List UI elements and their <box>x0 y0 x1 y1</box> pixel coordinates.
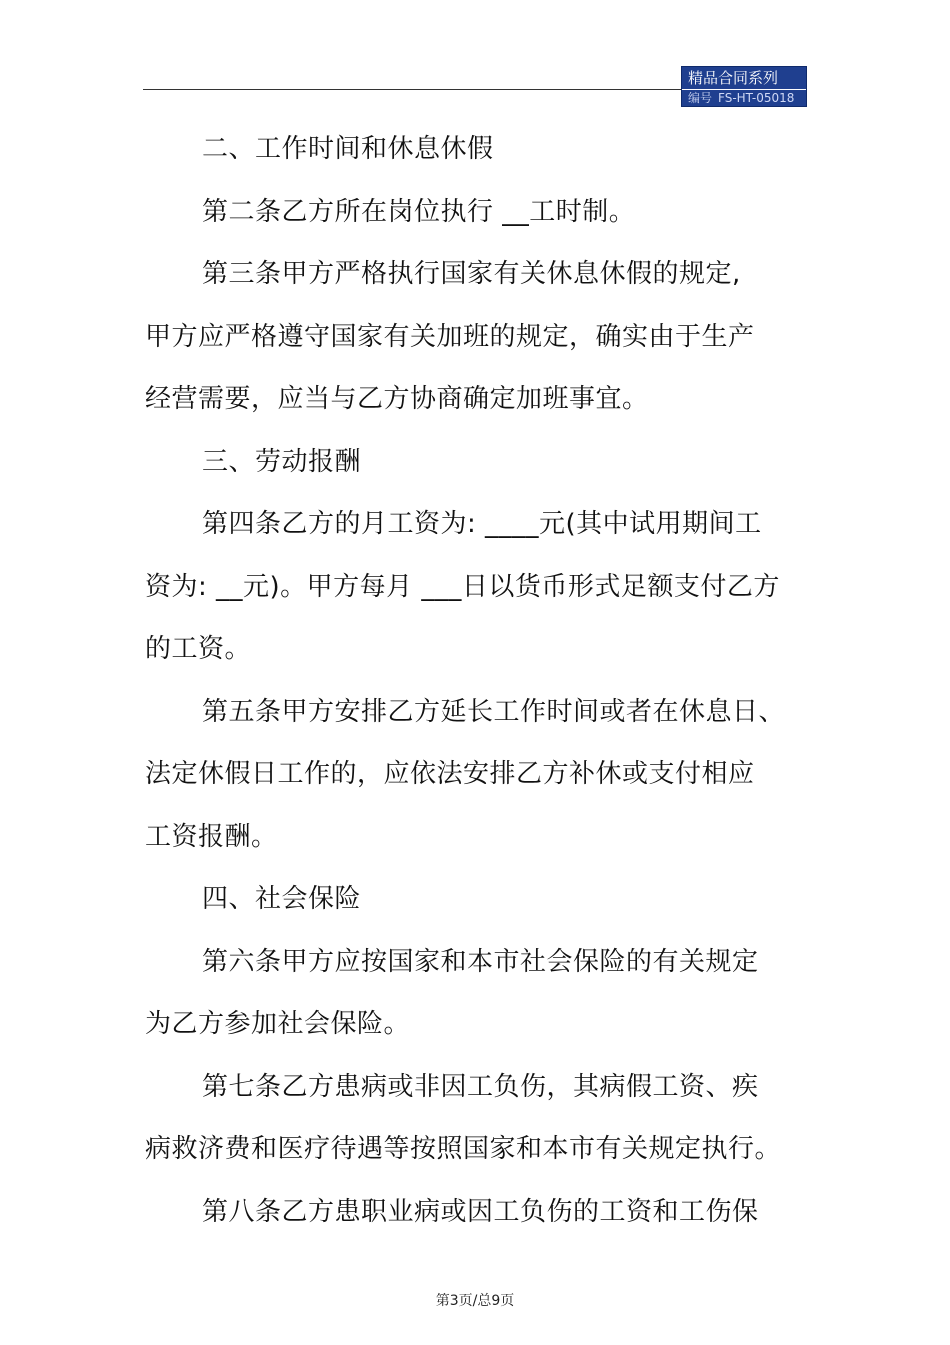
paragraph-line: 第七条乙方患病或非因工负伤，其病假工资、疾 <box>202 1071 759 1102</box>
paragraph-line: 第三条甲方严格执行国家有关休息休假的规定, <box>202 259 741 289</box>
paragraph-line: 病救济费和医疗待遇等按照国家和本市有关规定执行。 <box>145 1134 782 1164</box>
badge-code-label: 编号 <box>688 91 713 105</box>
paragraph-line: 资为: __元)。甲方每月 ___日以货币形式足额支付乙方 <box>145 571 780 602</box>
section-heading: 四、社会保险 <box>202 884 362 914</box>
badge-divider <box>682 89 806 90</box>
paragraph-line: 第四条乙方的月工资为: ____元(其中试用期间工 <box>202 509 762 539</box>
paragraph-line: 经营需要，应当与乙方协商确定加班事宜。 <box>145 384 649 414</box>
badge-title: 精品合同系列 <box>688 69 779 87</box>
badge-code <box>688 91 794 105</box>
paragraph-line: 第八条乙方患职业病或因工负伤的工资和工伤保 <box>202 1196 759 1227</box>
paragraph-line: 工资报酬。 <box>145 821 278 852</box>
page-indicator: 第3页/总9页 <box>435 1293 515 1309</box>
paragraph-line: 第二条乙方所在岗位执行 __工时制。 <box>202 196 636 227</box>
paragraph-line: 为乙方参加社会保险。 <box>145 1009 411 1039</box>
badge-code-value: FS-HT-05018 <box>718 91 795 105</box>
section-heading: 二、工作时间和休息休假 <box>202 134 494 164</box>
section-heading: 三、劳动报酬 <box>202 446 362 477</box>
series-badge <box>681 66 807 107</box>
paragraph-line: 法定休假日工作的，应依法安排乙方补休或支付相应 <box>145 759 755 789</box>
paragraph-line: 的工资。 <box>145 634 252 664</box>
paragraph-line: 第六条甲方应按国家和本市社会保险的有关规定 <box>202 946 759 977</box>
paragraph-line: 甲方应严格遵守国家有关加班的规定，确实由于生产 <box>145 321 755 352</box>
paragraph-line: 第五条甲方安排乙方延长工作时间或者在休息日、 <box>202 696 786 727</box>
document-body <box>145 118 805 1243</box>
